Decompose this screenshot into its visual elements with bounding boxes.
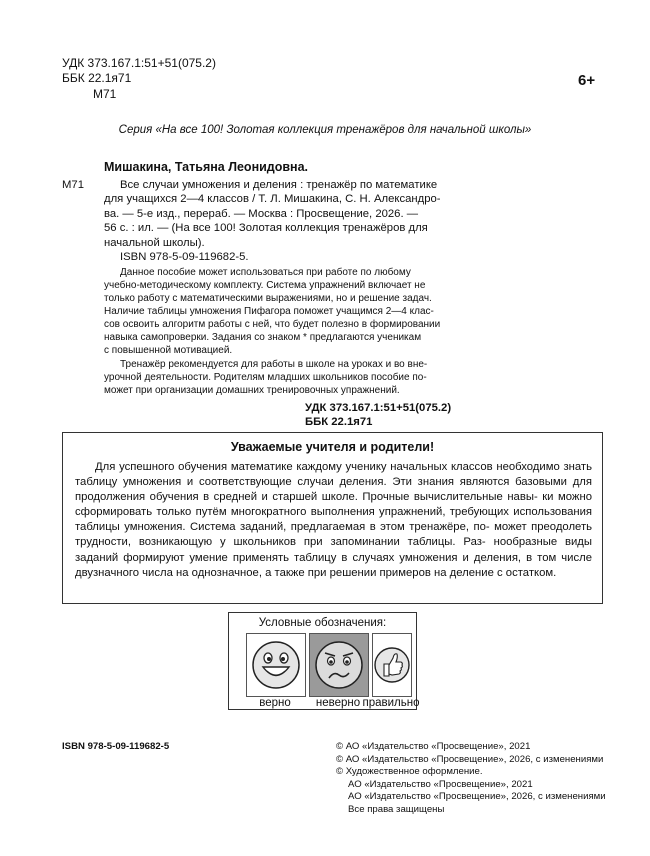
record-udk: УДК 373.167.1:51+51(075.2): [305, 402, 452, 414]
record-line: для учащихся 2—4 классов / Т. Л. Мишакина, С. Н. Александро-: [104, 193, 441, 206]
notice-title: Уважаемые учителя и родители!: [230, 440, 435, 454]
record-code: М71: [62, 179, 84, 191]
legend-label-correct: верно: [259, 697, 291, 709]
legend-label-right: правильно: [362, 697, 420, 709]
record-line: Все случаи умножения и деления : тренажёр по математике: [120, 179, 438, 191]
footer-isbn: ISBN 978-5-09-119682-5: [62, 741, 170, 752]
legend-box: [228, 612, 420, 710]
annotation-line: Тренажёр рекомендуется для работы в школе на уроках и во вне-: [120, 359, 428, 370]
notice-line: для продолжения обучения в средней и старшей школе. Прочные вычислительные навы-: [75, 476, 592, 504]
legend-label-incorrect: неверно: [315, 697, 361, 709]
annotation-line: учебно-методическому комплекту. Система упражнений включает не: [104, 280, 426, 291]
header-code: М71: [93, 87, 117, 101]
notice-line: нообразные виды заданий формируют умение применять таблицу в случаях умножения: [75, 536, 592, 564]
record-bbk: ББК 22.1я71: [305, 416, 373, 428]
notice-line: знать таблицу умножения и соответствующие случаи деления. Эти знания являются базовыми: [75, 461, 592, 489]
notice-line: Для успешного обучения математике каждому ученику начальных классов необходимо: [95, 461, 560, 473]
design-line: АО «Издательство «Просвещение», 2021: [348, 778, 533, 790]
thumbs-up-icon: [372, 633, 412, 697]
author-name: Мишакина, Татьяна Леонидовна.: [104, 160, 309, 174]
annotation-line: с повышенной мотивацией.: [104, 345, 233, 356]
notice-line: ки можно сформировать только путём многократного выполнения упражнений, требующих: [75, 491, 592, 519]
annotation-line: Данное пособие может использоваться при работе по любому: [120, 267, 411, 278]
annotation-line: Наличие таблицы умножения Пифагора поможет учащимся 2—4 клас-: [104, 306, 434, 317]
header-bbk: ББК 22.1я71: [62, 71, 132, 85]
record-line: ва. — 5-е изд., перераб. — Москва : Просвещение, 2026. —: [104, 207, 419, 220]
series-title: Серия «На все 100! Золотая коллекция тренажёров для начальной школы»: [118, 124, 532, 136]
annotation-line: урочной деятельности. Родителям младших школьников пособие по-: [104, 372, 427, 383]
notice-line: использования таблицы умножения. Система заданий, предлагаемая в этом тренажёре, по-: [75, 506, 593, 534]
happy-face-icon: [246, 633, 306, 697]
annotation-1: [104, 266, 574, 357]
design-line: Все права защищены: [348, 803, 445, 815]
legend-title: Условные обозначения:: [258, 617, 387, 629]
annotation-line: может при организации домашних тренировочных упражнений.: [104, 385, 400, 396]
record-line: начальной школы).: [104, 236, 205, 249]
annotation-2: [104, 358, 574, 397]
notice-line: может преодолеть трудности, возникающую у школьников при запоминании таблицы. Раз-: [75, 521, 593, 549]
record-isbn: ISBN 978-5-09-119682-5.: [120, 251, 249, 264]
notice-line: на деление с остатком.: [434, 566, 557, 579]
sad-face-icon: [309, 633, 369, 697]
notice-box: [62, 432, 603, 604]
copyright-line: © АО «Издательство «Просвещение», 2026, с изменениями: [336, 753, 604, 765]
annotation-line: только работу с математическими выражениями, но и решение задач.: [104, 293, 432, 304]
notice-line: и деления, в том числе двузначного числа на однозначное, а также при решении примеров: [75, 551, 592, 579]
record-description: [104, 178, 574, 264]
annotation-line: навыка самопроверки. Задания со знаком * предлагаются ученикам: [104, 332, 422, 343]
design-line: АО «Издательство «Просвещение», 2026, с изменениями: [348, 791, 606, 803]
copyright-line: © АО «Издательство «Просвещение», 2021: [336, 741, 531, 752]
record-line: 56 с. : ил. — (На все 100! Золотая коллекция тренажёров для: [104, 222, 428, 235]
header-udk: УДК 373.167.1:51+51(075.2): [62, 56, 216, 70]
age-rating: 6+: [578, 72, 596, 89]
copyright-line: © Художественное оформление.: [336, 766, 483, 778]
footer-copyrights: [336, 741, 616, 817]
annotation-line: сов освоить алгоритм работы с ней, что будет полезно в формировании: [104, 319, 441, 330]
notice-text: [75, 460, 592, 581]
